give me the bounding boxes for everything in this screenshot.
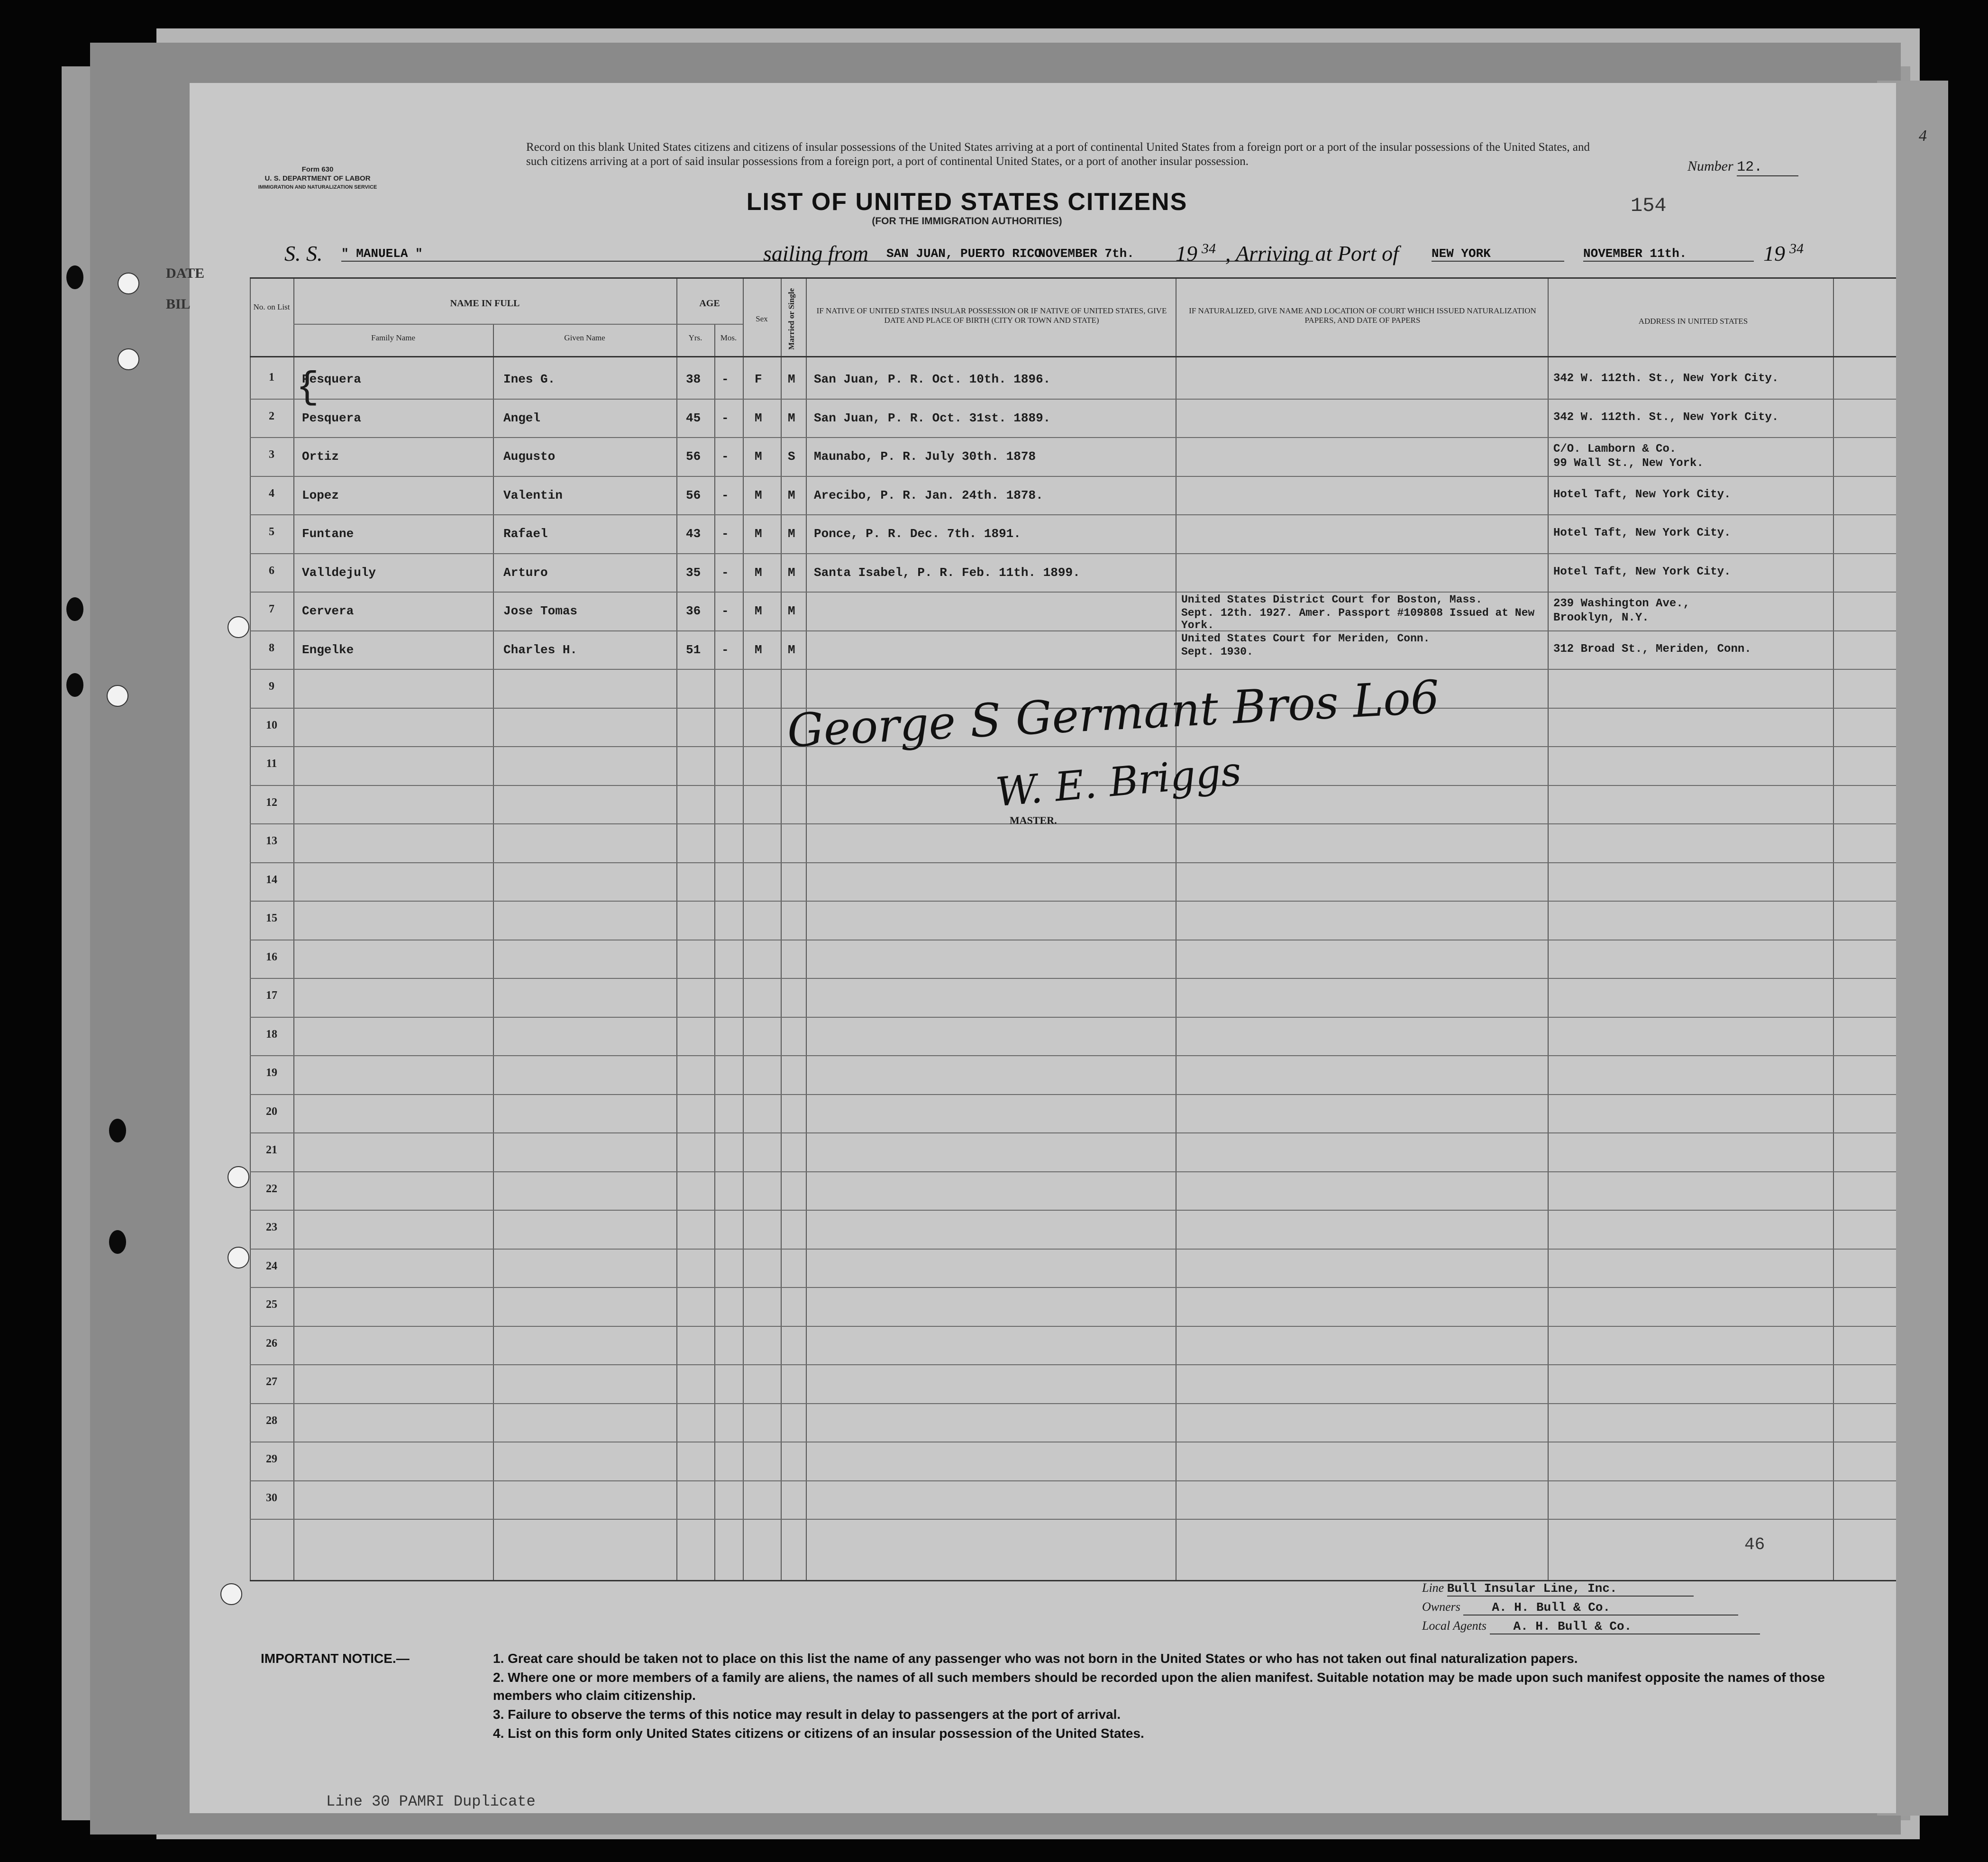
list-number-value: 12. — [1737, 159, 1798, 176]
header-address: ADDRESS IN UNITED STATES — [1638, 317, 1748, 326]
passenger-marital-status: M — [788, 642, 795, 657]
passenger-birth-info: Ponce, P. R. Dec. 7th. 1891. — [814, 527, 1021, 541]
passenger-age-months: - — [721, 642, 729, 657]
column-rule — [781, 279, 782, 1580]
header-given-name: Given Name — [564, 333, 605, 342]
passenger-sex: M — [755, 488, 762, 502]
arrival-port: NEW YORK — [1432, 246, 1564, 262]
header-name-in-full: NAME IN FULL — [450, 298, 520, 309]
row-rule — [250, 514, 1896, 515]
passenger-birth-info: San Juan, P. R. Oct. 31st. 1889. — [814, 411, 1051, 425]
passenger-address: 342 W. 112th. St., New York City. — [1553, 372, 1779, 385]
header-rule — [250, 356, 1896, 357]
passenger-age-months: - — [721, 604, 729, 618]
passenger-address: 312 Broad St., Meriden, Conn. — [1553, 642, 1751, 656]
reinforcement-ring-icon — [107, 685, 128, 707]
passenger-table — [250, 277, 1896, 1581]
row-rule — [250, 1403, 1896, 1404]
passenger-address: Hotel Taft, New York City. — [1553, 527, 1731, 539]
passenger-family-name: Valldejuly — [302, 565, 376, 580]
passenger-naturalization-date: Sept. 12th. 1927. Amer. Passport #109808 Issued at New York. — [1181, 607, 1535, 631]
master-signature: W. E. Briggs — [994, 748, 1243, 816]
arrival-date: NOVEMBER 11th. — [1583, 246, 1754, 262]
notice-item: 2. Where one or more members of a family are aliens, the names of all such members should be recorded upon the alien manifest. Suitable notation may be made upon such manifest opposite the names of those members who claim citizenship. — [493, 1670, 1825, 1703]
row-number: 24 — [266, 1260, 277, 1272]
header-married-single: Married or Single — [787, 288, 796, 350]
passenger-address: C/O. Lamborn & Co. — [1553, 443, 1677, 456]
passenger-age-months: - — [721, 565, 729, 580]
margin-mark: 4 — [1919, 127, 1927, 145]
header-family-name: Family Name — [371, 333, 415, 342]
passenger-age-months: - — [721, 488, 729, 502]
column-rule — [743, 279, 744, 1580]
passenger-given-name: Rafael — [503, 527, 548, 541]
passenger-family-name: Ortiz — [302, 449, 339, 464]
passenger-sex: M — [755, 565, 762, 580]
departure-date: NOVEMBER 7th. — [1038, 246, 1166, 262]
ship-name: " MANUELA " — [341, 246, 901, 262]
notice-item: 4. List on this form only United States citizens or citizens of an insular possession of the United States. — [493, 1726, 1144, 1741]
arriving-label: , Arriving at Port of — [1225, 241, 1399, 265]
row-number: 23 — [266, 1221, 277, 1233]
list-number — [1687, 158, 1798, 176]
passenger-age-months: - — [721, 411, 729, 425]
passenger-age-years: 56 — [686, 488, 701, 502]
passenger-family-name: Lopez — [302, 488, 339, 502]
row-number: 4 — [269, 487, 274, 500]
passenger-marital-status: M — [788, 565, 795, 580]
column-rule — [714, 324, 715, 1580]
line-value: Bull Insular Line, Inc. — [1447, 1581, 1694, 1597]
row-rule — [250, 746, 1896, 747]
row-number: 8 — [269, 641, 274, 654]
row-number: 28 — [266, 1414, 277, 1427]
column-rule — [293, 279, 294, 1580]
form-identifier — [246, 165, 389, 192]
passenger-age-months: - — [721, 449, 729, 464]
passenger-family-name: Pesquera — [302, 372, 361, 386]
passenger-marital-status: M — [788, 604, 795, 618]
passenger-family-name: Funtane — [302, 527, 354, 541]
service-name: IMMIGRATION AND NATURALIZATION SERVICE — [258, 184, 377, 190]
row-rule — [250, 476, 1896, 477]
agents-label: Local Agents — [1422, 1619, 1487, 1633]
row-number: 5 — [269, 526, 274, 538]
row-number: 14 — [266, 873, 277, 886]
passenger-address: Hotel Taft, New York City. — [1553, 565, 1731, 578]
header-birth: IF NATIVE OF UNITED STATES INSULAR POSSESSION OR IF NATIVE OF UNITED STATES, GIVE DATE AND PLACE OF BIRTH (CITY OR TOWN AND STATE) — [816, 306, 1167, 325]
passenger-sex: M — [755, 411, 762, 425]
reinforcement-ring-icon — [228, 616, 249, 638]
passenger-age-years: 35 — [686, 565, 701, 580]
row-number: 18 — [266, 1028, 277, 1041]
passenger-given-name: Charles H. — [503, 642, 578, 657]
passenger-given-name: Jose Tomas — [503, 604, 578, 618]
passenger-address-line2: Brooklyn, N.Y. — [1553, 612, 1649, 624]
list-number-label: Number — [1687, 158, 1733, 174]
passenger-age-years: 43 — [686, 527, 701, 541]
ss-label: S. S. — [284, 241, 323, 265]
row-number: 30 — [266, 1491, 277, 1504]
passenger-birth-info: Santa Isabel, P. R. Feb. 11th. 1899. — [814, 565, 1080, 580]
reinforcement-ring-icon — [118, 273, 139, 294]
row-rule — [250, 630, 1896, 631]
passenger-address: 239 Washington Ave., — [1553, 597, 1690, 610]
row-number: 13 — [266, 835, 277, 847]
row-rule — [250, 1055, 1896, 1056]
column-rule — [806, 279, 807, 1580]
owners-field — [1422, 1600, 1738, 1616]
row-rule — [250, 1017, 1896, 1018]
passenger-sex: F — [755, 372, 762, 386]
handwritten-number: 154 — [1631, 194, 1667, 217]
row-rule — [250, 823, 1896, 824]
margin-label-date: DATE — [166, 265, 205, 281]
row-rule — [250, 1519, 1896, 1520]
header-rule — [293, 324, 743, 325]
reinforcement-ring-icon — [228, 1166, 249, 1188]
passenger-given-name: Valentin — [503, 488, 563, 502]
passenger-address: Hotel Taft, New York City. — [1553, 488, 1731, 501]
header-age: AGE — [699, 298, 720, 309]
passenger-age-years: 36 — [686, 604, 701, 618]
row-number: 2 — [269, 410, 274, 422]
row-number: 6 — [269, 564, 274, 577]
punch-hole-icon — [66, 597, 83, 621]
agents-value: A. H. Bull & Co. — [1490, 1619, 1760, 1634]
row-rule — [250, 1171, 1896, 1172]
passenger-birth-info: Maunabo, P. R. July 30th. 1878 — [814, 449, 1036, 464]
sailing-label: sailing from — [763, 241, 868, 265]
department-name: U. S. DEPARTMENT OF LABOR — [264, 174, 371, 183]
punch-hole-icon — [66, 673, 83, 697]
passenger-age-years: 51 — [686, 642, 701, 657]
header-sex: Sex — [756, 314, 768, 323]
row-number: 12 — [266, 796, 277, 809]
header-naturalized: IF NATURALIZED, GIVE NAME AND LOCATION OF COURT WHICH ISSUED NATURALIZATION PAPERS, AND DATE OF PAPERS — [1189, 306, 1536, 325]
voyage-line — [284, 241, 1896, 269]
row-number: 9 — [269, 680, 274, 693]
line-field — [1422, 1581, 1694, 1597]
year-prefix: 19 — [1176, 241, 1197, 265]
row-rule — [250, 1326, 1896, 1327]
column-rule — [250, 279, 251, 1580]
passenger-marital-status: M — [788, 527, 795, 541]
passenger-given-name: Augusto — [503, 449, 556, 464]
row-rule — [250, 1094, 1896, 1095]
passenger-given-name: Angel — [503, 411, 541, 425]
notice-lead: IMPORTANT NOTICE.— — [261, 1651, 410, 1666]
passenger-marital-status: M — [788, 488, 795, 502]
row-number: 25 — [266, 1298, 277, 1311]
row-number: 29 — [266, 1453, 277, 1465]
reinforcement-ring-icon — [228, 1247, 249, 1269]
notice-item: 1. Great care should be taken not to place on this list the name of any passenger who was not born in the United States or who has not taken out final naturalization papers. — [493, 1651, 1578, 1666]
passenger-naturalization-court: United States Court for Meriden, Conn. — [1181, 632, 1430, 645]
row-number: 11 — [266, 758, 277, 770]
passenger-sex: M — [755, 604, 762, 618]
master-label: MASTER. — [1010, 814, 1057, 826]
row-number: 20 — [266, 1105, 277, 1118]
passenger-naturalization-date: Sept. 1930. — [1181, 645, 1253, 658]
owners-value: A. H. Bull & Co. — [1463, 1600, 1738, 1616]
punch-hole-icon — [109, 1119, 126, 1142]
passenger-naturalization-court: United States District Court for Boston, Mass. — [1181, 593, 1482, 606]
row-rule — [250, 1132, 1896, 1133]
passenger-sex: M — [755, 642, 762, 657]
row-rule — [250, 901, 1896, 902]
form-number: Form 630 — [301, 165, 334, 173]
year-prefix: 19 — [1763, 241, 1785, 265]
family-brace: { — [296, 366, 319, 410]
row-rule — [250, 669, 1896, 670]
passenger-given-name: Ines G. — [503, 372, 556, 386]
notice-items — [493, 1650, 1863, 1743]
column-rule — [1833, 279, 1834, 1580]
header-no-on-list: No. on List — [253, 302, 290, 311]
passenger-family-name: Cervera — [302, 604, 354, 618]
passenger-family-name: Pesquera — [302, 411, 361, 425]
column-rule — [1548, 279, 1549, 1580]
passenger-age-years: 56 — [686, 449, 701, 464]
row-number: 1 — [269, 371, 274, 383]
reinforcement-ring-icon — [220, 1583, 242, 1605]
row-rule — [250, 592, 1896, 593]
column-rule — [676, 279, 677, 1580]
passenger-family-name: Engelke — [302, 642, 354, 657]
departure-year: 34 — [1202, 241, 1216, 256]
passenger-birth-info: San Juan, P. R. Oct. 10th. 1896. — [814, 372, 1051, 386]
page-title: LIST OF UNITED STATES CITIZENS — [746, 188, 1188, 216]
row-rule — [250, 437, 1896, 438]
form-preamble: Record on this blank United States citizens and citizens of insular possessions of the United States arriving at a port of continental United States from a foreign port or a port of the insular possessions of the United States, and such citizens arriving at a port of said insular possessions from a foreign port, a port of continental United States, or a port of another insular possession. — [526, 141, 1590, 168]
notice-item: 3. Failure to observe the terms of this notice may result in delay to passengers at the port of arrival. — [493, 1707, 1121, 1722]
arrival-year: 34 — [1789, 241, 1804, 256]
page-number: 46 — [1744, 1535, 1765, 1554]
margin-label-bil: BIL — [166, 296, 191, 312]
row-rule — [250, 1210, 1896, 1211]
passenger-marital-status: M — [788, 372, 795, 386]
row-rule — [250, 1364, 1896, 1365]
agent-signature: George S Germant Bros Lo6 — [786, 670, 1441, 758]
passenger-sex: M — [755, 449, 762, 464]
row-number: 19 — [266, 1067, 277, 1079]
passenger-age-years: 45 — [686, 411, 701, 425]
punch-hole-icon — [66, 265, 83, 289]
row-rule — [250, 399, 1896, 400]
agents-field — [1422, 1619, 1760, 1634]
row-number: 17 — [266, 989, 277, 1002]
row-number: 7 — [269, 603, 274, 615]
passenger-age-months: - — [721, 527, 729, 541]
passenger-birth-info: Arecibo, P. R. Jan. 24th. 1878. — [814, 488, 1043, 502]
row-number: 15 — [266, 912, 277, 924]
passenger-given-name: Arturo — [503, 565, 548, 580]
row-number: 26 — [266, 1337, 277, 1350]
departure-port: SAN JUAN, PUERTO RICO — [886, 246, 1313, 262]
reinforcement-ring-icon — [118, 348, 139, 370]
row-number: 3 — [269, 448, 274, 461]
passenger-age-years: 38 — [686, 372, 701, 386]
column-rule — [493, 324, 494, 1580]
page-subtitle: (FOR THE IMMIGRATION AUTHORITIES) — [872, 216, 1062, 227]
header-months: Mos. — [720, 333, 737, 342]
passenger-sex: M — [755, 527, 762, 541]
row-rule — [250, 553, 1896, 554]
row-rule — [250, 862, 1896, 863]
row-rule — [250, 1480, 1896, 1481]
row-rule — [250, 1249, 1896, 1250]
passenger-marital-status: S — [788, 449, 795, 464]
row-number: 27 — [266, 1376, 277, 1388]
punch-hole-icon — [109, 1230, 126, 1254]
row-number: 22 — [266, 1182, 277, 1195]
row-rule — [250, 1287, 1896, 1288]
passenger-age-months: - — [721, 372, 729, 386]
row-number: 10 — [266, 719, 277, 731]
passenger-address-line2: 99 Wall St., New York. — [1553, 457, 1704, 470]
passenger-marital-status: M — [788, 411, 795, 425]
passenger-address: 342 W. 112th. St., New York City. — [1553, 411, 1779, 424]
header-years: Yrs. — [688, 333, 702, 342]
owners-label: Owners — [1422, 1600, 1460, 1614]
line-label: Line — [1422, 1581, 1444, 1595]
bottom-margin-note: Line 30 PAMRI Duplicate — [326, 1793, 536, 1810]
row-number: 21 — [266, 1144, 277, 1156]
row-rule — [250, 978, 1896, 979]
row-number: 16 — [266, 950, 277, 963]
